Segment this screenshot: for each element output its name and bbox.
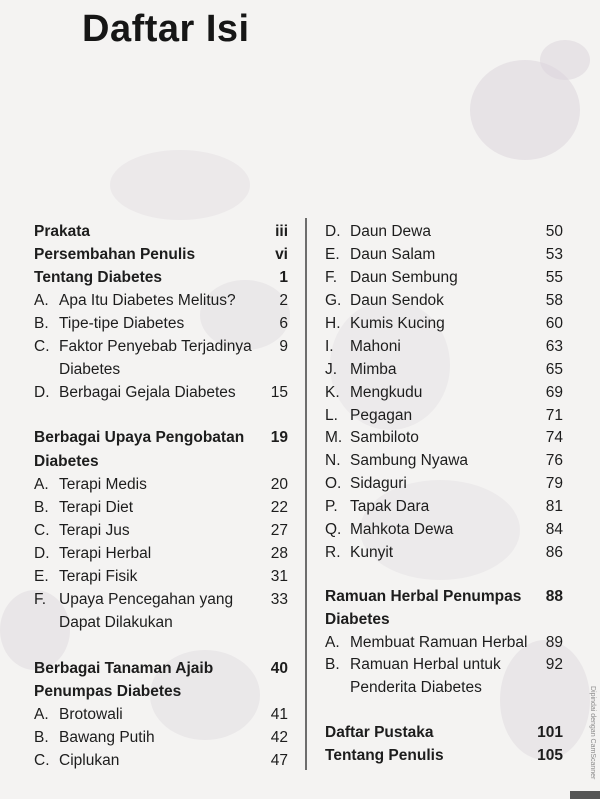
toc-entry-page-number: 69 xyxy=(545,384,563,401)
toc-entry-letter: H. xyxy=(325,315,341,332)
toc-entry-title: Upaya Pencegahan yang xyxy=(59,591,234,608)
toc-entry-title: Kumis Kucing xyxy=(350,315,445,332)
toc-entry-page-number: 31 xyxy=(270,568,288,585)
toc-entry-title: Berbagai Upaya Pengobatan xyxy=(34,429,245,446)
toc-entry xyxy=(325,221,563,243)
toc-entry xyxy=(34,290,288,312)
toc-entry-title: Persembahan Penulis xyxy=(34,246,196,263)
toc-entry-title: Diabetes xyxy=(34,453,99,470)
toc-entry-title: Daftar Pustaka xyxy=(325,724,434,741)
toc-entry xyxy=(325,450,563,472)
toc-entry-page-number: 92 xyxy=(545,656,563,673)
toc-entry-letter: Q. xyxy=(325,521,342,538)
toc-entry-title: Faktor Penyebab Terjadinya xyxy=(59,338,252,355)
toc-entry-title: Sambung Nyawa xyxy=(350,452,469,469)
toc-entry-letter: I. xyxy=(325,338,334,355)
toc-entry-letter: F. xyxy=(34,591,47,608)
toc-entry xyxy=(325,427,563,449)
toc-entry xyxy=(325,519,563,541)
toc-entry xyxy=(34,589,288,611)
toc-entry-page-number: 86 xyxy=(545,544,563,561)
toc-entry-page-number: vi xyxy=(275,246,288,263)
toc-entry xyxy=(34,497,288,519)
toc-entry-page-number: 28 xyxy=(270,545,288,562)
toc-entry-page-number: 84 xyxy=(545,521,563,538)
toc-entry-page-number: 15 xyxy=(270,384,288,401)
toc-entry-letter: L. xyxy=(325,407,338,424)
toc-entry-title: Berbagai Tanaman Ajaib xyxy=(34,660,214,677)
toc-entry-letter: A. xyxy=(34,292,49,309)
toc-entry-title: Bawang Putih xyxy=(59,729,155,746)
toc-entry-title: Membuat Ramuan Herbal xyxy=(350,634,528,651)
toc-entry-page-number: 2 xyxy=(279,292,288,309)
toc-entry-page-number: 50 xyxy=(545,223,563,240)
toc-entry-title: Sambiloto xyxy=(350,429,419,446)
toc-entry xyxy=(34,313,288,335)
toc-entry xyxy=(34,543,288,565)
toc-entry xyxy=(325,632,563,654)
column-divider xyxy=(305,218,307,770)
toc-entry-title: Tipe-tipe Diabetes xyxy=(59,315,185,332)
toc-entry-title: Ramuan Herbal Penumpas xyxy=(325,588,522,605)
toc-entry xyxy=(34,474,288,496)
toc-entry-page-number: 79 xyxy=(545,475,563,492)
toc-entry-title: Diabetes xyxy=(325,611,390,628)
toc-entry-page-number: 76 xyxy=(545,452,563,469)
toc-entry-page-number: 101 xyxy=(537,724,563,741)
toc-entry-page-number: 81 xyxy=(545,498,563,515)
toc-entry xyxy=(325,359,563,381)
toc-entry-letter: G. xyxy=(325,292,342,309)
toc-entry-letter: N. xyxy=(325,452,341,469)
toc-entry-letter: B. xyxy=(34,499,49,516)
toc-entry xyxy=(325,496,563,518)
toc-entry-title: Tentang Diabetes xyxy=(34,269,163,286)
toc-entry-page-number: 41 xyxy=(270,706,288,723)
page-title: Daftar Isi xyxy=(82,8,250,50)
toc-entry-letter: F. xyxy=(325,269,338,286)
toc-entry xyxy=(34,221,288,243)
toc-entry xyxy=(34,451,288,473)
toc-entry-title: Dapat Dilakukan xyxy=(59,614,173,631)
toc-entry-title: Terapi Diet xyxy=(59,499,134,516)
toc-entry-page-number: 89 xyxy=(545,634,563,651)
toc-entry-letter: A. xyxy=(34,706,49,723)
toc-entry-page-number: 74 xyxy=(545,429,563,446)
toc-entry-letter: R. xyxy=(325,544,341,561)
toc-entry-letter: B. xyxy=(34,729,49,746)
toc-entry-title: Mahoni xyxy=(350,338,401,355)
toc-entry-title: Penumpas Diabetes xyxy=(34,683,182,700)
toc-entry xyxy=(325,609,563,631)
toc-entry-title: Ciplukan xyxy=(59,752,120,769)
toc-entry xyxy=(34,244,288,266)
toc-entry-page-number: 63 xyxy=(545,338,563,355)
toc-entry-title: Mengkudu xyxy=(350,384,423,401)
toc-entry xyxy=(34,681,288,703)
toc-entry-letter: C. xyxy=(34,752,50,769)
toc-entry xyxy=(325,745,563,767)
toc-entry-letter: B. xyxy=(34,315,49,332)
toc-entry-title: Terapi Jus xyxy=(59,522,130,539)
toc-entry-letter: E. xyxy=(325,246,340,263)
toc-entry xyxy=(34,359,288,381)
toc-entry-title: Mahkota Dewa xyxy=(350,521,454,538)
toc-entry-page-number: 40 xyxy=(270,660,288,677)
toc-entry xyxy=(325,405,563,427)
toc-entry-page-number: 33 xyxy=(270,591,288,608)
toc-entry-page-number: 42 xyxy=(270,729,288,746)
toc-entry-page-number: 27 xyxy=(270,522,288,539)
toc-entry xyxy=(325,722,563,744)
toc-entry xyxy=(325,654,563,676)
toc-entry-title: Tapak Dara xyxy=(350,498,430,515)
toc-entry xyxy=(34,704,288,726)
toc-entry-title: Pegagan xyxy=(350,407,413,424)
toc-entry-letter: P. xyxy=(325,498,338,515)
toc-entry-page-number: 1 xyxy=(279,269,288,286)
toc-entry-page-number: 53 xyxy=(545,246,563,263)
toc-entry-letter: E. xyxy=(34,568,49,585)
toc-entry-letter: D. xyxy=(34,545,50,562)
toc-entry-title: Apa Itu Diabetes Melitus? xyxy=(59,292,236,309)
toc-entry xyxy=(34,382,288,404)
toc-entry-page-number: 60 xyxy=(545,315,563,332)
toc-entry xyxy=(34,520,288,542)
toc-entry xyxy=(325,313,563,335)
toc-entry-letter: O. xyxy=(325,475,342,492)
toc-entry xyxy=(34,336,288,358)
page-corner-tab xyxy=(570,791,600,799)
toc-entry-page-number: 19 xyxy=(270,429,288,446)
toc-entry xyxy=(325,267,563,289)
toc-entry-title: Berbagai Gejala Diabetes xyxy=(59,384,236,401)
ink-splatter xyxy=(540,40,590,80)
toc-entry-letter: D. xyxy=(34,384,50,401)
ink-splatter xyxy=(110,150,250,220)
toc-entry xyxy=(34,727,288,749)
toc-entry-letter: D. xyxy=(325,223,341,240)
toc-entry-title: Kunyit xyxy=(350,544,394,561)
toc-entry-title: Terapi Fisik xyxy=(59,568,138,585)
toc-entry xyxy=(325,382,563,404)
toc-entry-title: Daun Dewa xyxy=(350,223,431,240)
toc-entry-letter: K. xyxy=(325,384,340,401)
toc-entry-title: Mimba xyxy=(350,361,397,378)
toc-entry xyxy=(325,290,563,312)
toc-entry xyxy=(325,336,563,358)
toc-entry-page-number: 47 xyxy=(270,752,288,769)
toc-entry-letter: C. xyxy=(34,522,50,539)
toc-entry-page-number: 88 xyxy=(545,588,563,605)
toc-entry-title: Terapi Herbal xyxy=(59,545,152,562)
toc-entry-title: Sidaguri xyxy=(350,475,407,492)
toc-entry-title: Daun Salam xyxy=(350,246,436,263)
toc-entry-page-number: 58 xyxy=(545,292,563,309)
toc-entry-title: Diabetes xyxy=(59,361,121,378)
toc-entry-letter: J. xyxy=(325,361,338,378)
toc-entry-title: Daun Sendok xyxy=(350,292,444,309)
toc-entry-title: Terapi Medis xyxy=(59,476,147,493)
toc-entry xyxy=(34,750,288,772)
toc-entry xyxy=(325,473,563,495)
toc-entry-page-number: 105 xyxy=(537,747,563,764)
toc-entry-title: Brotowali xyxy=(59,706,123,723)
toc-entry-title: Tentang Penulis xyxy=(325,747,444,764)
toc-entry xyxy=(34,566,288,588)
toc-entry xyxy=(325,244,563,266)
toc-entry-letter: B. xyxy=(325,656,340,673)
toc-entry xyxy=(34,612,288,634)
toc-entry-page-number: 55 xyxy=(545,269,563,286)
toc-entry xyxy=(34,427,288,449)
toc-entry xyxy=(325,677,563,699)
toc-entry-page-number: 65 xyxy=(545,361,563,378)
toc-entry-letter: M. xyxy=(325,429,343,446)
toc-entry-page-number: 6 xyxy=(279,315,288,332)
toc-entry-letter: A. xyxy=(325,634,340,651)
toc-entry-page-number: 71 xyxy=(545,407,563,424)
toc-entry-page-number: iii xyxy=(275,223,288,240)
toc-entry-page-number: 9 xyxy=(279,338,288,355)
toc-entry-page-number: 22 xyxy=(270,499,288,516)
toc-entry-letter: C. xyxy=(34,338,50,355)
toc-entry xyxy=(325,586,563,608)
scanner-watermark: Dipindai dengan CamScanner xyxy=(589,686,596,780)
toc-entry-title: Daun Sembung xyxy=(350,269,458,286)
toc-entry xyxy=(34,267,288,289)
toc-entry-letter: A. xyxy=(34,476,49,493)
toc-entry-title: Penderita Diabetes xyxy=(350,679,482,696)
toc-entry-page-number: 20 xyxy=(270,476,288,493)
toc-entry xyxy=(34,658,288,680)
toc-entry-title: Ramuan Herbal untuk xyxy=(350,656,501,673)
toc-entry-title: Prakata xyxy=(34,223,91,240)
toc-entry xyxy=(325,542,563,564)
